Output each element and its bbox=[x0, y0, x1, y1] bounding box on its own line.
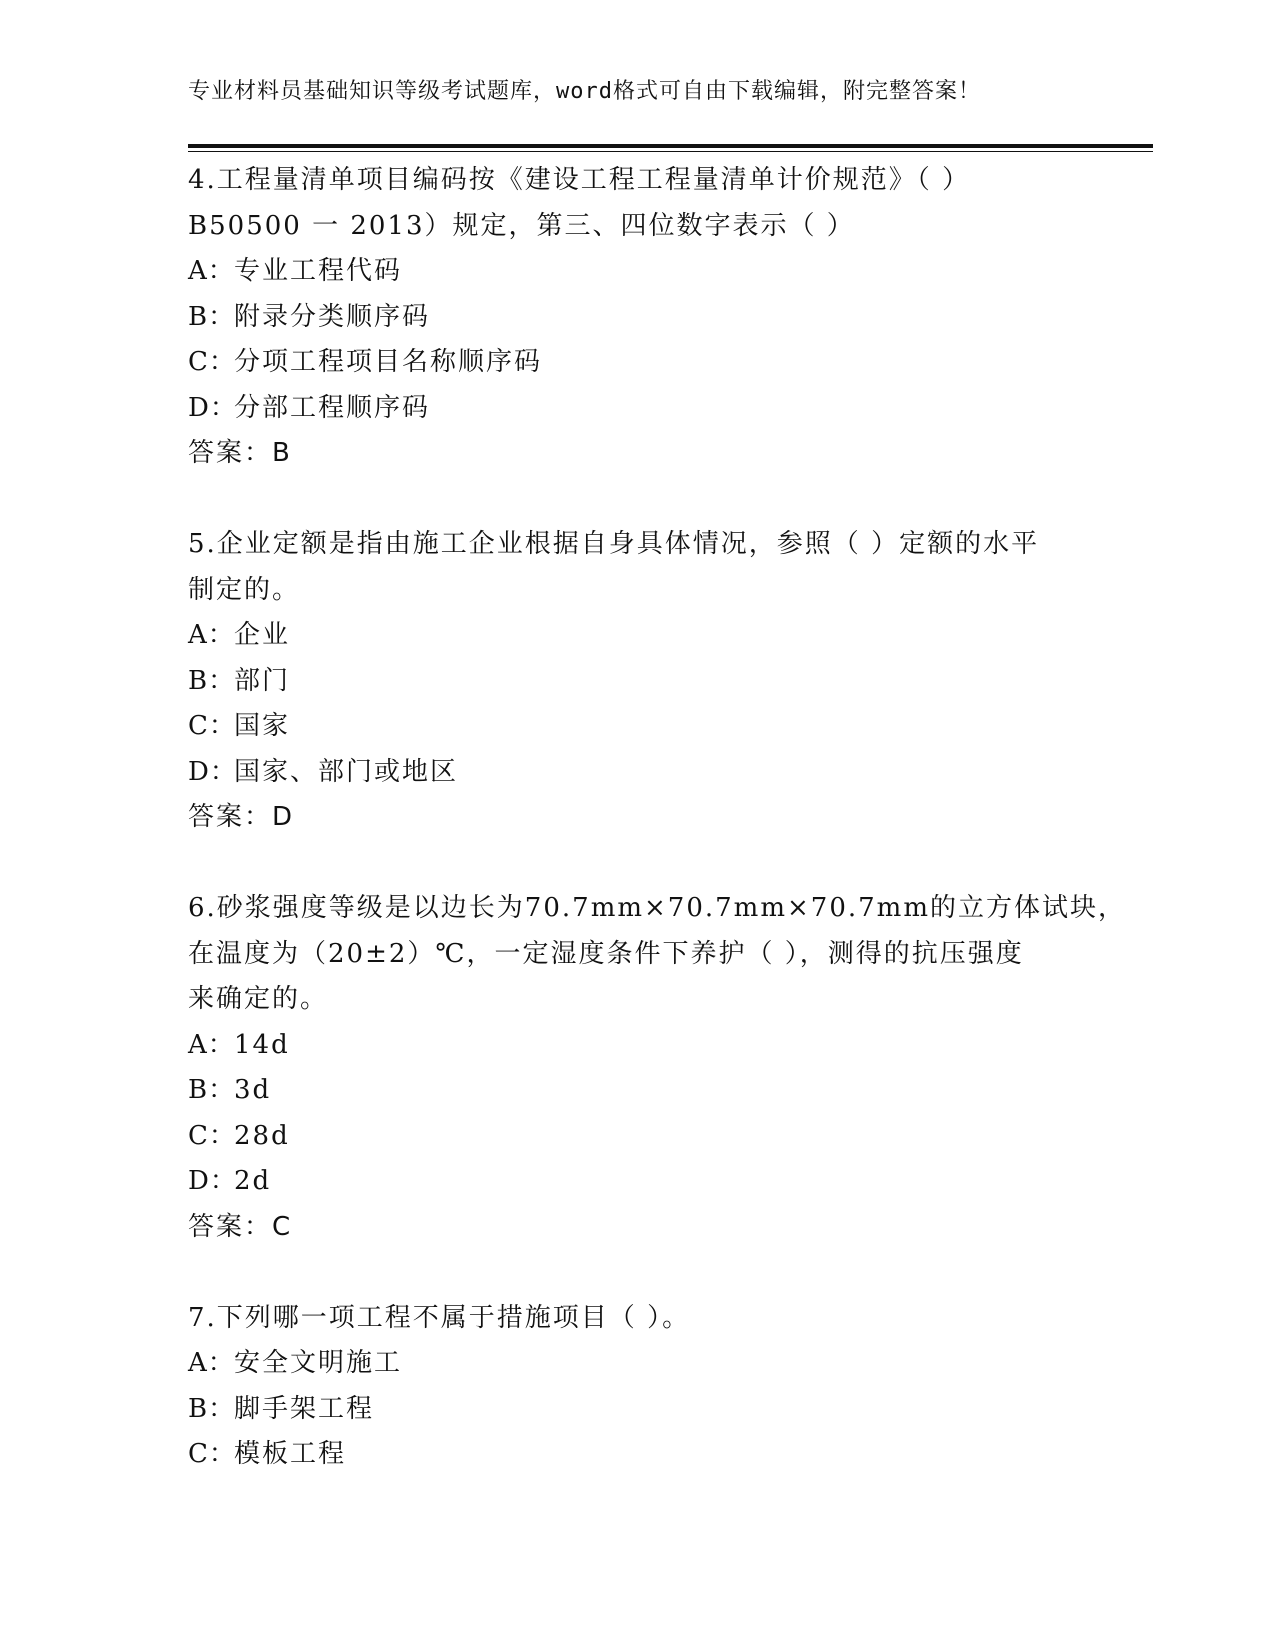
option-key: A： bbox=[188, 1348, 235, 1378]
option-c bbox=[188, 340, 1138, 386]
option-d bbox=[188, 1159, 1138, 1205]
option-key: B： bbox=[188, 1075, 236, 1105]
option-c bbox=[188, 1432, 1138, 1478]
option-text: 分部工程顺序码 bbox=[234, 392, 431, 423]
option-text: 附录分类顺序码 bbox=[234, 301, 431, 332]
option-text: 国家 bbox=[234, 711, 291, 741]
option-key: A： bbox=[188, 620, 235, 650]
option-text: 专业工程代码 bbox=[234, 256, 403, 286]
option-a bbox=[188, 613, 1138, 659]
option-text: 脚手架工程 bbox=[234, 1393, 375, 1424]
option-a bbox=[188, 249, 1138, 295]
question-stem: 来确定的。 bbox=[188, 984, 329, 1014]
option-b bbox=[188, 295, 1138, 341]
question-stem: 4.工程量清单项目编码按《建设工程工程量清单计价规范》（ ） bbox=[188, 165, 971, 195]
option-key: D： bbox=[188, 392, 237, 423]
option-text: 28d bbox=[234, 1120, 290, 1151]
question-item bbox=[188, 1296, 1138, 1478]
question-stem: 制定的。 bbox=[188, 574, 301, 605]
spacer bbox=[188, 841, 1138, 887]
option-text: 3d bbox=[234, 1075, 272, 1105]
option-key: A： bbox=[188, 1029, 235, 1060]
option-text: 国家、部门或地区 bbox=[234, 756, 459, 787]
option-text: 部门 bbox=[234, 665, 291, 696]
question-stem: 7.下列哪一项工程不属于措施项目（ ）。 bbox=[188, 1302, 691, 1333]
option-text: 企业 bbox=[234, 620, 291, 650]
option-d bbox=[188, 386, 1138, 432]
question-stem: B50500 一 2013）规定，第三、四位数字表示（ ） bbox=[188, 210, 855, 241]
answer-line: 答案：C bbox=[188, 1211, 293, 1242]
spacer bbox=[188, 477, 1138, 523]
question-list bbox=[188, 158, 1138, 1478]
option-key: C： bbox=[188, 711, 236, 741]
option-key: B： bbox=[188, 301, 236, 332]
option-key: D： bbox=[188, 1166, 237, 1196]
option-text: 模板工程 bbox=[234, 1439, 347, 1469]
option-d bbox=[188, 750, 1138, 796]
header-rule-thin bbox=[188, 151, 1153, 152]
header-rule-thick bbox=[188, 144, 1153, 148]
answer-line: 答案：D bbox=[188, 802, 295, 832]
option-key: C： bbox=[188, 1120, 236, 1151]
option-b bbox=[188, 1068, 1138, 1114]
page-header: 专业材料员基础知识等级考试题库，word格式可自由下载编辑，附完整答案！ bbox=[188, 79, 981, 104]
option-a bbox=[188, 1023, 1138, 1069]
spacer bbox=[188, 1250, 1138, 1296]
option-key: D： bbox=[188, 756, 237, 787]
option-text: 分项工程项目名称顺序码 bbox=[234, 347, 543, 377]
option-key: B： bbox=[188, 665, 236, 696]
option-c bbox=[188, 1114, 1138, 1160]
question-stem: 6.砂浆强度等级是以边长为70.7mm×70.7mm×70.7mm的立方体试块， bbox=[188, 893, 1126, 923]
question-stem: 在温度为（20±2）℃，一定湿度条件下养护（ ），测得的抗压强度 bbox=[188, 938, 1024, 969]
question-item bbox=[188, 886, 1138, 1250]
option-key: C： bbox=[188, 347, 236, 377]
option-b bbox=[188, 1387, 1138, 1433]
option-c bbox=[188, 704, 1138, 750]
option-b bbox=[188, 659, 1138, 705]
option-text: 14d bbox=[234, 1029, 290, 1060]
option-a bbox=[188, 1341, 1138, 1387]
option-text: 安全文明施工 bbox=[234, 1348, 403, 1378]
question-stem: 5.企业定额是指由施工企业根据自身具体情况，参照（ ）定额的水平 bbox=[188, 529, 1040, 559]
option-text: 2d bbox=[234, 1166, 272, 1196]
question-item bbox=[188, 158, 1138, 477]
question-item bbox=[188, 522, 1138, 841]
answer-line: 答案：B bbox=[188, 438, 292, 468]
option-key: B： bbox=[188, 1393, 236, 1424]
option-key: A： bbox=[188, 256, 235, 286]
option-key: C： bbox=[188, 1439, 236, 1469]
